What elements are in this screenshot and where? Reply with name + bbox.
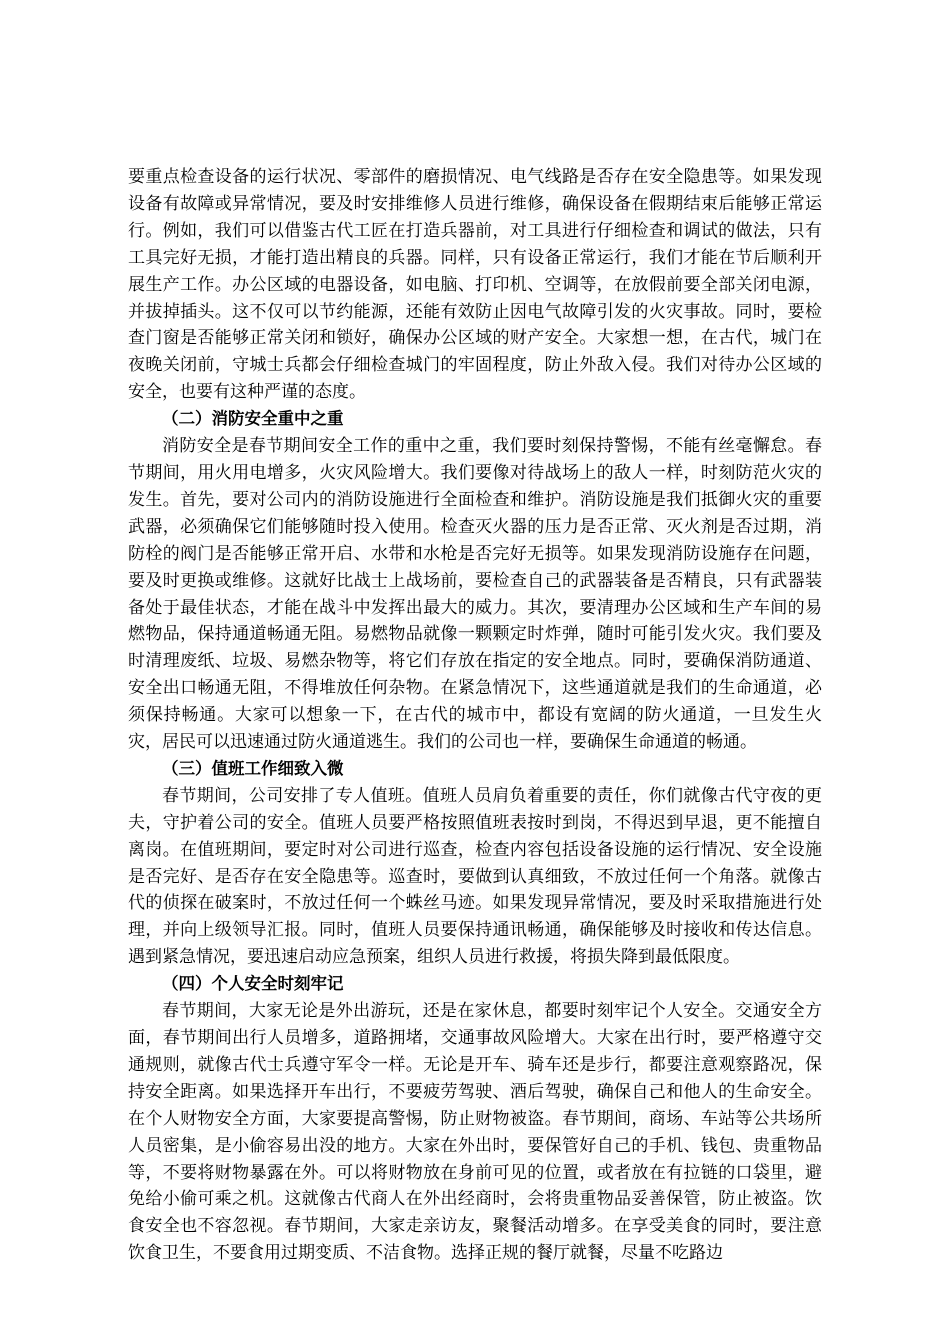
paragraph-fire-safety: 消防安全是春节期间安全工作的重中之重，我们要时刻保持警惕，不能有丝毫懈怠。春节期间，用火用电增多，火灾风险增大。我们要像对待战场上的敌人一样，时刻防范火灾的发生。首先，要对公司内的消防设施进行全面检查和维护。消防设施是我们抵御火灾的重要武器，必须确保它们能够随时投入使用。检查灭火器的压力是否正常、灭火剂是否过期，消防栓的阀门是否能够正常开启、水带和水枪是否完好无损等。如果发现消防设施存在问题，要及时更换或维修。这就好比战士上战场前，要检查自己的武器装备是否精良，只有武器装备处于最佳状态，才能在战斗中发挥出最大的威力。其次，要清理办公区域和生产车间的易燃物品，保持通道畅通无阻。易燃物品就像一颗颗定时炸弹，随时可能引发火灾。我们要及时清理废纸、垃圾、易燃杂物等，将它们存放在指定的安全地点。同时，要确保消防通道、安全出口畅通无阻，不得堆放任何杂物。在紧急情况下，这些通道就是我们的生命通道，必须保持畅通。大家可以想象一下，在古代的城市中，都设有宽阔的防火通道，一旦发生火灾，居民可以迅速通过防火通道逃生。我们的公司也一样，要确保生命通道的畅通。 (128, 436, 822, 753)
paragraph-personal-safety: 春节期间，大家无论是外出游玩，还是在家休息，都要时刻牢记个人安全。交通安全方面，春节期间出行人员增多，道路拥堵，交通事故风险增大。大家在出行时，要严格遵守交通规则，就像古代士兵遵守军令一样。无论是开车、骑车还是步行，都要注意观察路况，保持安全距离。如果选择开车出行，不要疲劳驾驶、酒后驾驶，确保自己和他人的生命安全。在个人财物安全方面，大家要提高警惕，防止财物被盗。春节期间，商场、车站等公共场所人员密集，是小偷容易出没的地方。大家在外出时，要保管好自己的手机、钱包、贵重物品等，不要将财物暴露在外。可以将财物放在身前可见的位置，或者放在有拉链的口袋里，避免给小偷可乘之机。这就像古代商人在外出经商时，会将贵重物品妥善保管，防止被盗。饮食安全也不容忽视。春节期间，大家走亲访友，聚餐活动增多。在享受美食的同时，要注意饮食卫生，不要食用过期变质、不洁食物。选择正规的餐厅就餐，尽量不吃路边 (128, 1001, 822, 1264)
paragraph-duty-work: 春节期间，公司安排了专人值班。值班人员肩负着重要的责任，你们就像古代守夜的更夫，守护着公司的安全。值班人员要严格按照值班表按时到岗，不得迟到早退，更不能擅自离岗。在值班期间，要定时对公司进行巡查，检查内容包括设备设施的运行情况、安全设施是否完好、是否存在安全隐患等。巡查时，要做到认真细致，不放过任何一个角落。就像古代的侦探在破案时，不放过任何一个蛛丝马迹。如果发现异常情况，要及时采取措施进行处理，并向上级领导汇报。同时，值班人员要保持通讯畅通，确保能够及时接收和传达信息。遇到紧急情况，要迅速启动应急预案，组织人员进行救援，将损失降到最低限度。 (128, 785, 822, 968)
section-heading-personal-safety: （四）个人安全时刻牢记 (162, 974, 344, 994)
document-body (128, 164, 822, 1267)
paragraph-equipment-office-safety: 要重点检查设备的运行状况、零部件的磨损情况、电气线路是否存在安全隐患等。如果发现设备有故障或异常情况，要及时安排维修人员进行维修，确保设备在假期结束后能够正常运行。例如，我们可以借鉴古代工匠在打造兵器前，对工具进行仔细检查和调试的做法，只有工具完好无损，才能打造出精良的兵器。同样，只有设备正常运行，我们才能在节后顺利开展生产工作。办公区域的电器设备，如电脑、打印机、空调等，在放假前要全部关闭电源，并拔掉插头。这不仅可以节约能源，还能有效防止因电气故障引发的火灾事故。同时，要检查门窗是否能够正常关闭和锁好，确保办公区域的财产安全。大家想一想，在古代，城门在夜晚关闭前，守城士兵都会仔细检查城门的牢固程度，防止外敌入侵。我们对待办公区域的安全，也要有这种严谨的态度。 (128, 167, 822, 403)
section-heading-duty-work: （三）值班工作细致入微 (162, 758, 344, 778)
section-heading-fire-safety: （二）消防安全重中之重 (162, 409, 344, 429)
